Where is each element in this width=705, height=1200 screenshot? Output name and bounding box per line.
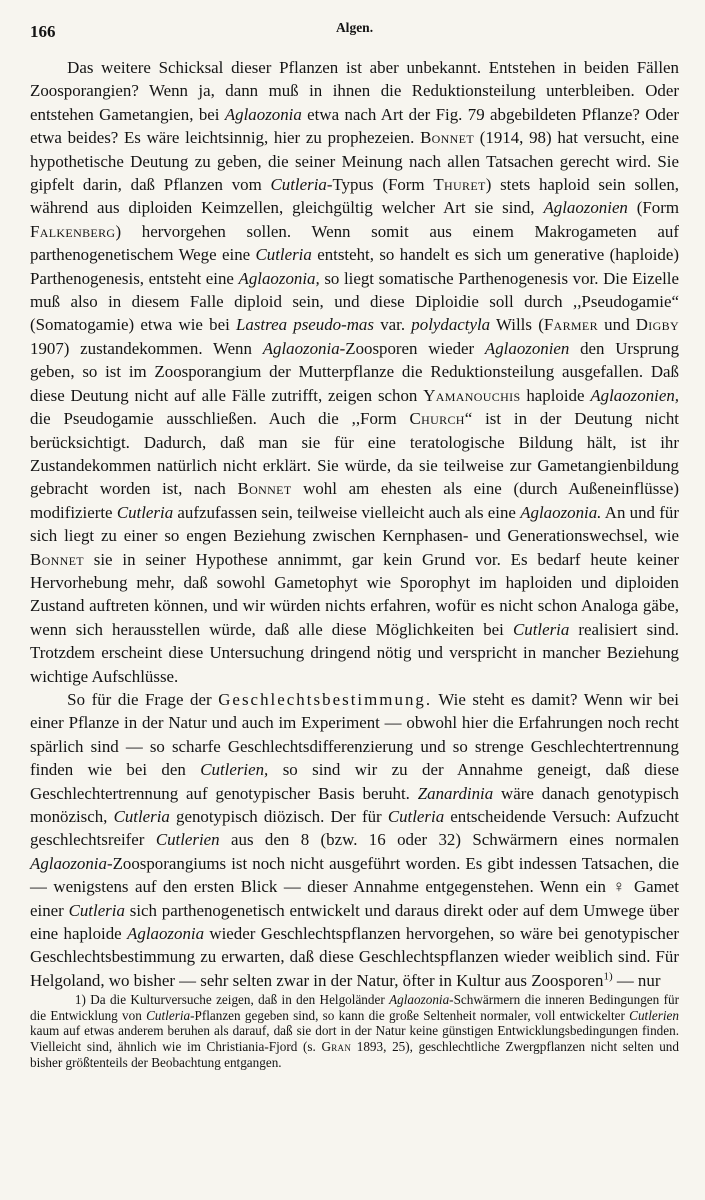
text-run: sie in seiner Hypothese annimmt, gar kein Grund vor. Es bedarf heute keiner Hervorhebung mehr, daß sowohl Gametophyt wie Sporophyt im haploiden und diploiden Zustand auftreten können, und wir würden nichts erfahren, wofür es nicht schon Analoga gäbe, wenn sich herausstellen würde, daß alle diese Möglichkeiten bei (30, 549, 679, 639)
footnote-reference[interactable]: 1) (603, 970, 613, 983)
italic-term: Aglaozonia. (520, 502, 602, 522)
text-run: wieder Geschlechtspflanzen hervorgehen, so wäre bei genotypischer Geschlechtsbestimmung zu erwarten, daß diese Geschlechtspflanzen wieder weiblich sind. Für Helgoland, wo bisher — sehr selten zwar in der Natur, öfter in Kultur aus Zoosporen (30, 924, 679, 990)
author-name: Falkenberg (30, 221, 116, 241)
text-run: Wills ( (490, 315, 544, 335)
italic-term: Aglaozonia (262, 338, 340, 358)
italic-term: Cutleria (255, 245, 312, 265)
author-name: Bonnet (237, 479, 292, 499)
text-run: haploide (520, 385, 591, 405)
italic-term: Aglaozonien (543, 198, 628, 218)
page-header (30, 18, 679, 48)
text-run: An und für sich liegt zu einer so engen Beziehung zwischen Kernphasen- und Generationswechsel, wie (30, 502, 679, 546)
page-number: 166 (30, 22, 56, 41)
author-name: Farmer (543, 315, 598, 335)
italic-term: Cutleria (512, 619, 570, 639)
text-run: — nur (612, 970, 661, 990)
italic-term: Lastrea pseudo-mas (236, 315, 374, 335)
author-name: Bonnet (420, 128, 475, 148)
italic-term: Aglaozonien, (590, 385, 679, 405)
text-run: Das weitere Schicksal dieser Pflanzen ist aber unbekannt. Entstehen in beiden Fällen Zoosporangien? Wenn ja, dann muß in ihnen die Reduktionsteilung unterbleiben. Oder entstehen Gametangien, bei (30, 58, 679, 124)
text-run: den Ursprung geben, so ist im Zoosporangium der Mutterpflanze die Reduktionsteilung ausgefallen. Daß diese Deutung nicht auf alle Fälle zutrifft, zeigen schon (30, 338, 680, 405)
italic-term: Cutleria (146, 1007, 191, 1023)
italic-term: Cutleria (270, 175, 327, 195)
author-name: Gran (321, 1039, 352, 1055)
text-run: entscheidende Versuch: Aufzucht geschlechtsreifer (30, 807, 679, 850)
paragraph-1 (30, 56, 679, 688)
text-run: wohl am ehesten als eine (durch Außeneinflüsse) modifizierte (30, 479, 679, 522)
text-run: genotypisch diözisch. Der für (169, 807, 388, 826)
text-run: -Typus (Form (326, 175, 434, 195)
text-run: so liegt somatische Parthenogenesis vor. Die Eizelle muß also in diesem Falle diploid sein, und diese Diploidie soll durch ,,Pseudogamie“ (Somatogamie) etwa wie bei (30, 268, 679, 335)
text-run: Da die Kulturversuche zeigen, daß in den Helgoländer (85, 992, 390, 1008)
text-run: sich parthenogenetisch entwickelt und daraus direkt oder auf dem Umwege über eine haploide (30, 900, 679, 944)
italic-term: Cutleria (116, 502, 174, 522)
footnote-marker: 1) (74, 992, 86, 1008)
text-run: -Zoosporen wieder (339, 338, 485, 358)
author-name: Digby (635, 315, 679, 335)
text-run: -Schwärmern die inneren Bedingungen für die Entwicklung von (30, 992, 679, 1023)
footnote (30, 992, 679, 1070)
text-run: entsteht, so handelt es sich um generative (haploide) Parthenogenesis, entsteht eine (30, 245, 679, 288)
text-run: “ ist in der Deutung nicht berücksichtigt. Dadurch, daß man sie für eine teratologische Bildung hält, ist ihr Zustandekommen natürlich nicht erklärt. Sie würde, da sie teilweise zur Gametangienbildung gebracht worden ist, nach (30, 409, 679, 499)
italic-term: Aglaozonia (30, 853, 107, 873)
text-run: var. (373, 315, 412, 335)
italic-term: Cutleria (113, 807, 170, 826)
text-run: kaum auf etwas anderem beruhen als darauf, daß sie dort in der Natur keine günstigen Entwicklungsbedingungen finden. Vielleicht sind, ähnlich wie im Christiania-Fjord (s. (30, 1023, 679, 1055)
italic-term: Cutleria (68, 900, 125, 920)
text-run: -Zoosporangiums ist noch nicht ausgeführt worden. Es gibt indessen Tatsachen, die — wenigstens auf den ersten Blick — dieser Annahme entgegenstehen. Wenn ein ♀ Gamet einer (30, 853, 679, 920)
running-head: Algen. (335, 20, 374, 35)
footnote-text (30, 992, 679, 1070)
text-run: wäre danach genotypisch monözisch, (30, 783, 679, 826)
text-run: ) stets haploid sein sollen, während aus diploiden Keimzellen, gleichgültig welcher Art sie sind, (30, 175, 679, 218)
text-run: (Form (627, 198, 680, 218)
paragraph-2 (30, 688, 679, 992)
text-run: aufzufassen sein, teilweise vielleicht auch als eine (173, 502, 521, 522)
text-run: Wie steht es damit? Wenn wir bei einer Pflanze in der Natur und auch im Experiment — obwohl hier die Erfahrungen noch recht spärlich sind — so scharfe Geschlechtsdifferenzierung und so strenge Geschlechtertrennung finden wie bei den (30, 689, 679, 780)
italic-term: Aglaozonia (224, 104, 302, 124)
italic-term: Aglaozonia, (238, 268, 320, 288)
text-run: so sind wir zu der Annahme geneigt, daß diese Geschlechtertrennung auf genotypischer Basis beruht. (30, 760, 680, 803)
text-run: 1893, 25), geschlechtliche Zwergpflanzen nicht selten und bisher größtenteils der Beobachtung entgangen. (30, 1039, 679, 1070)
emphasized-term: Geschlechtsbestimmung. (218, 689, 433, 709)
text-run: etwa nach Art der Fig. 79 abgebildeten Pflanze? Oder etwa beides? Es wäre leichtsinnig, hier zu prophezeien. (30, 104, 679, 148)
body-text (30, 56, 679, 992)
text-run: -Pflanzen gegeben sind, so kann die große Seltenheit normaler, voll entwickelter (190, 1007, 630, 1023)
italic-term: Cutlerien, (200, 760, 269, 780)
italic-term: Aglaozonien (484, 338, 570, 358)
text-run: ) hervorgehen sollen. Wenn somit aus einem Makrogameten auf parthenogenetischem Wege eine (30, 221, 679, 265)
text-run: die Pseudogamie ausschließen. Auch die ,,Form (30, 409, 410, 429)
italic-term: Cutlerien (629, 1007, 679, 1023)
author-name: Yamanouchis (423, 385, 521, 405)
italic-term: Aglaozonia (127, 924, 205, 944)
author-name: Bonnet (30, 549, 84, 569)
text-run: aus den 8 (bzw. 16 oder 32) Schwärmern eines normalen (219, 830, 680, 850)
italic-term: Aglaozonia (389, 992, 450, 1008)
text-run: und (597, 315, 636, 335)
italic-term: Cutlerien (155, 830, 220, 850)
italic-term: polydactyla (411, 315, 491, 335)
text-run: So für die Frage der (67, 689, 219, 709)
text-run: 1907) zustandekommen. Wenn (30, 338, 263, 358)
author-name: Thuret (433, 175, 486, 195)
author-name: Church (409, 409, 465, 429)
italic-term: Zanardinia (417, 783, 494, 803)
text-run: (1914, 98) hat versucht, eine hypothetische Deutung zu geben, die seiner Meinung nach allen Tatsachen gerecht wird. Sie gipfelt darin, daß Pflanzen vom (30, 128, 680, 195)
italic-term: Cutleria (387, 807, 445, 826)
text-run: realisiert sind. Trotzdem erscheint diese Untersuchung dringend nötig und verspricht in mancher Beziehung wichtige Aufschlüsse. (30, 619, 679, 686)
